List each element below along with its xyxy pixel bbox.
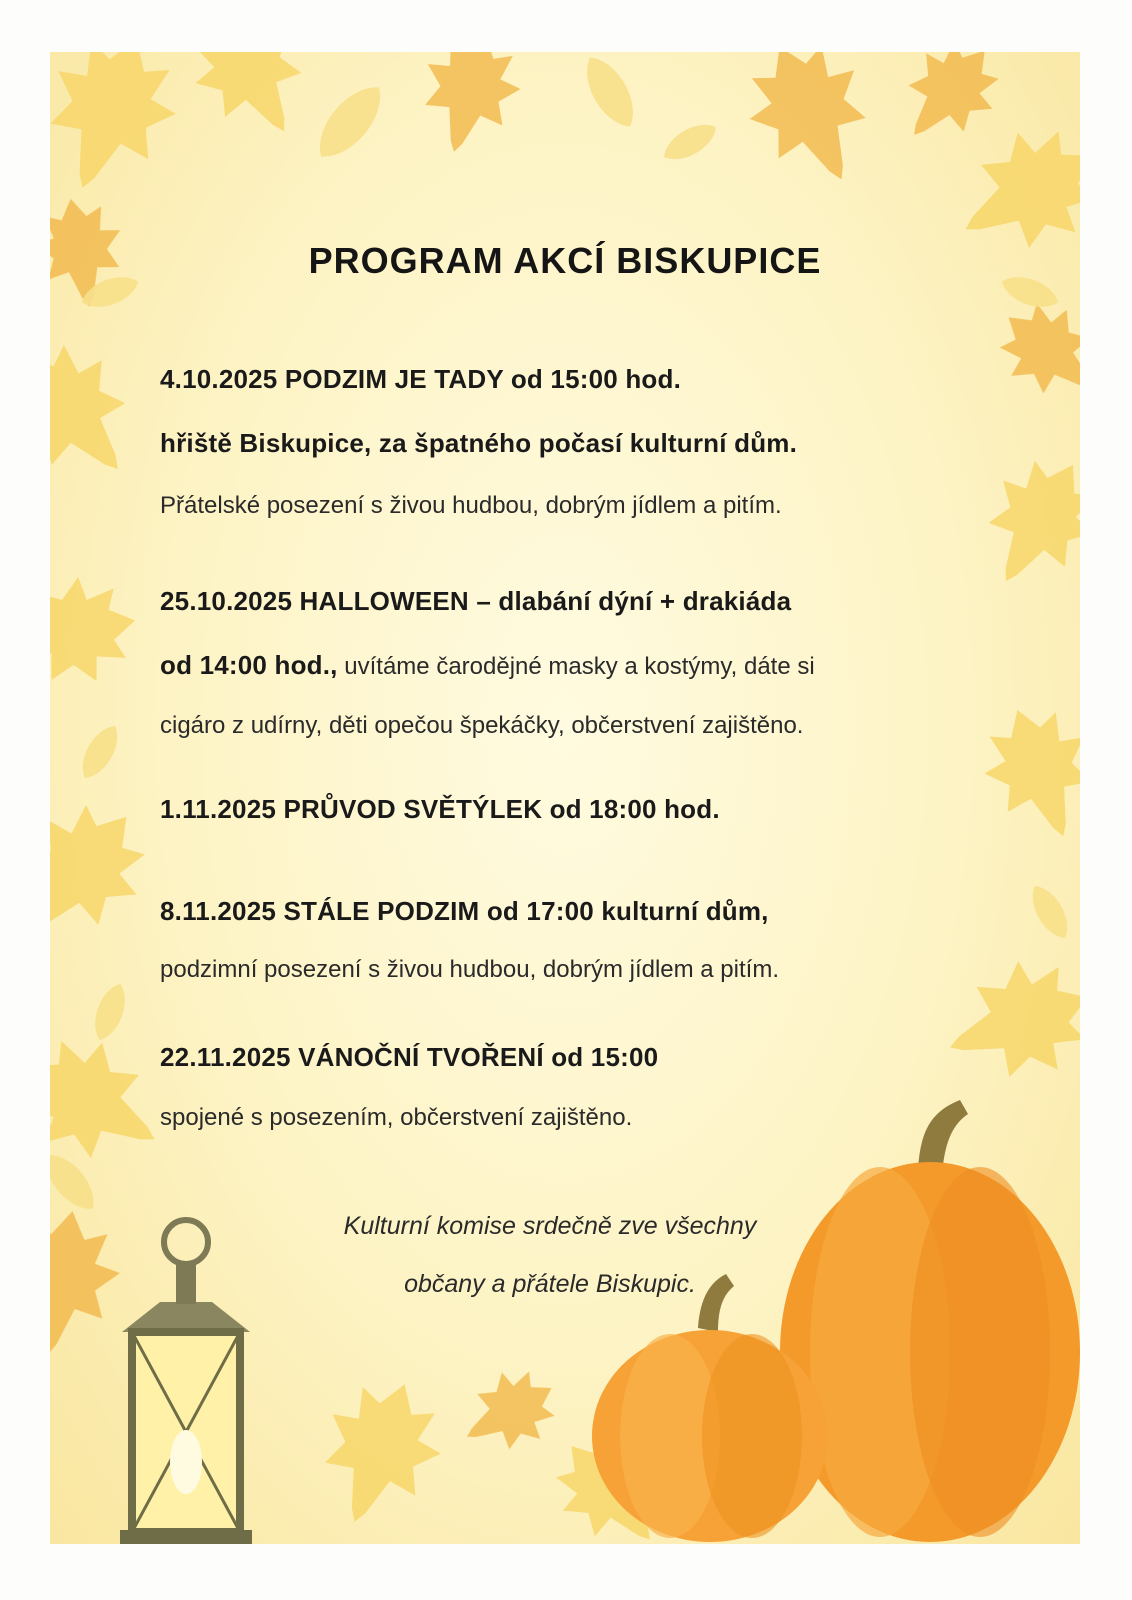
lantern-icon [120,1220,252,1544]
event-4-heading: 8.11.2025 STÁLE PODZIM od 17:00 kulturní dům, [160,896,769,926]
event-4-line-1: podzimní posezení s živou hudbou, dobrým jídlem a pitím. [160,956,779,983]
page-title: PROGRAM AKCÍ BISKUPICE [308,240,822,281]
poster [50,52,1080,1544]
closing-line-2: občany a přátele Biskupic. [404,1270,696,1298]
event-3-heading: 1.11.2025 PRŮVOD SVĚTÝLEK od 18:00 hod. [160,794,720,824]
event-2-line-2: cigáro z udírny, děti opečou špekáčky, občerstvení zajištěno. [160,712,804,739]
event-5-line-1: spojené s posezením, občerstvení zajištěno. [160,1104,633,1131]
event-2-line-1-rest: uvítáme čarodějné masky a kostýmy, dáte si [337,653,815,680]
closing-line-1: Kulturní komise srdečně zve všechny [343,1212,757,1240]
event-2-heading: 25.10.2025 HALLOWEEN – dlabání dýní + drakiáda [160,586,792,616]
event-1-line-2: Přátelské posezení s živou hudbou, dobrým jídlem a pitím. [160,492,782,519]
event-2-line-1 [160,650,815,681]
event-1-heading: 4.10.2025 PODZIM JE TADY od 15:00 hod. [160,364,682,394]
event-1-line-1: hřiště Biskupice, za špatného počasí kulturní dům. [160,428,798,458]
pumpkin-icon [592,1100,1080,1542]
event-5-heading: 22.11.2025 VÁNOČNÍ TVOŘENÍ od 15:00 [160,1042,659,1072]
event-2-time: od 14:00 hod., [160,650,338,680]
